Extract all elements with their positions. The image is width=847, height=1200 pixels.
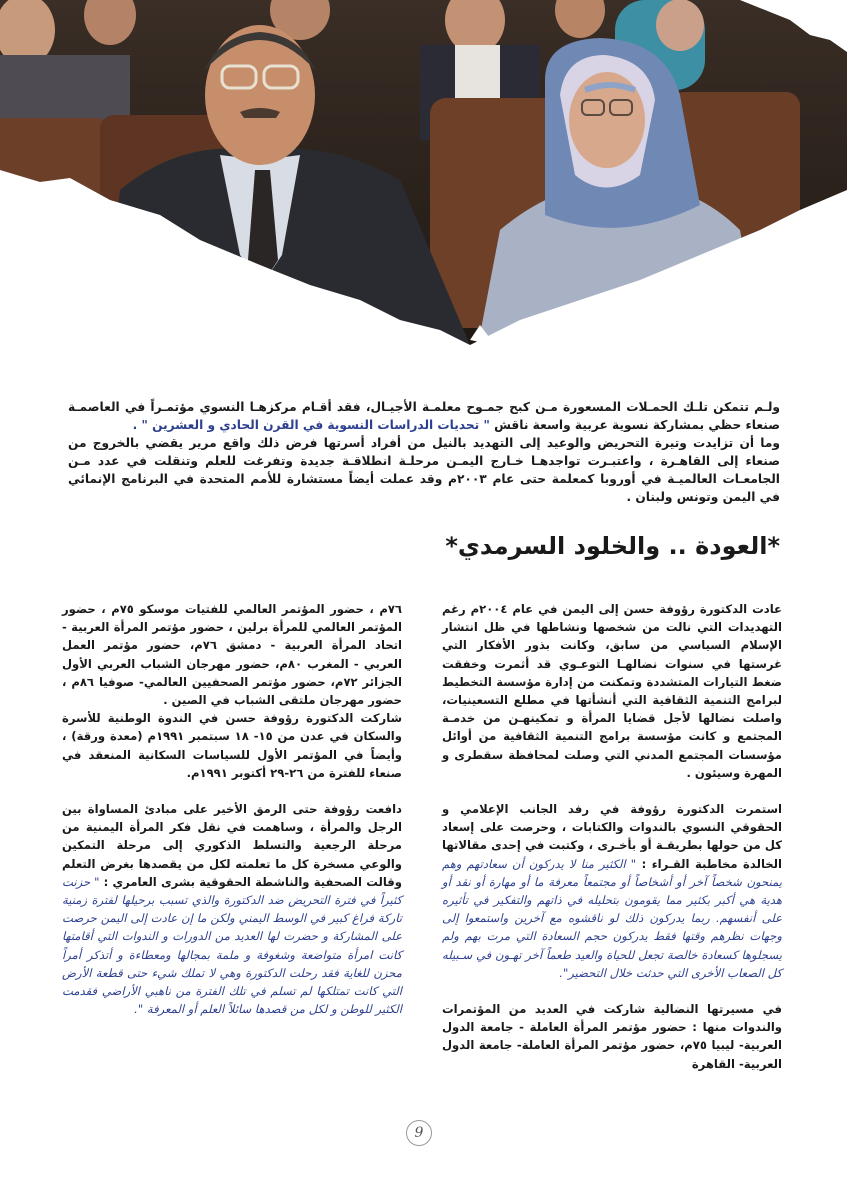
left-column: [62, 600, 402, 1036]
intro-paragraph-1: ولـم تتمكن تلـك الحمـلات المسعورة مـن كبح جمـوح معلمـة الأجيـال، فقد أقـام مركزهـا النسوي مؤتمـراً في العاصمـة صنعاء حظي بمشاركة نسوية عربية واسعة ناقش " تحديات الدراسات النسوية في القرن الحادي و العشرين " .: [68, 400, 780, 432]
page-number: 9: [406, 1120, 432, 1146]
intro-text: [68, 398, 780, 506]
right-paragraph-1: عادت الدكتورة رؤوفة حسن إلى اليمن في عام ٢٠٠٤م رغم التهديدات التي نالت من شخصها ونشاطها في ظل انتشار الإسلام السياسي من سابق، وكانت بذور الأفكار التي غرستها في سنوات نضالهـا التوعـوي قد أثمرت وخفقت ضغط التيارات المتشددة وتمكنت من إدارة مؤسسة التخطيط لبرامج التنمية الثقافية التي أنشأتها في مطلع التسعينيات، واصلت نضالها لأجل قضايا المرأة و تمكينهـن من خدمـة المجتمع و كانت مؤسسة برامج التنمية الثقافية من أوائل مؤسسات المجتمع المدني التي وصلت لمحافظة سقطرى و المهرة وسيئون .: [442, 602, 782, 780]
right-paragraph-2: استمرت الدكتورة رؤوفة في رفد الجانب الإعلامي و الحقوقي النسوي بالندوات والكتابات ، وحرصت على إسعاد كل من حولها بطريقـة أو بأخـرى ، وكتبت في إحدى مقالاتها الخالدة مخاطبة القـراء : " الكثير منا لا يدركون أن سعادتهم وهم يمنحون شخصاً آخر أو أشخاصاً أو مجتمعاً معرفة ما أو مهارة أو نقد أو هدية هي أكبر بكثير مما يقومون بتحليله في ذاتهم والتفكير في تأثيره على أنفسهم. ربما يدركون ذلك لو ناقشوه مع آخرين واستمعوا إلى وجهات نظرهم وقتها فقط يدركون حجم السعادة التي مرت بهم ولم يسجلوها كسعادة خالصة تجعل للحياة والعيد طعماً آخر تهـون في سـبيله كل الصعاب الأخرى التي حدثت خلال التحضير".: [442, 802, 782, 980]
intro-quote: " تحديات الدراسات النسوية في القرن الحادي و العشرين " .: [132, 418, 490, 432]
intro-paragraph-2: وما أن تزايدت وتيرة التحريض والوعيد إلى التهديد بالنيل من أفراد أسرتها فرض ذلك واقع مرير يقضي بالخروج من صنعاء إلى القاهـرة ، واعتبـرت تواجدهـا خـارج اليمـن مرحلـة انطلاقـة جديدة وتفرغت للعلم وتنقلت في عدد مـن الجامعـات العالميـة في أوروبا كمعلمة حتى عام ٢٠٠٣م وقد عملت أيضاً مستشارة للأمم المتحدة في البرنامج الإنمائي في اليمن وتونس ولبنان .: [68, 436, 780, 504]
left-quote: " حزنت كثيراً في فترة التحريض ضد الدكتورة والذي تسبب برحيلها لفترة زمنية تاركة فراغ كبير في الوسط اليمني ولكن ما إن عادت إلى اليمن حرصت على المشاركة و حضرت لها العديد من الدورات و الندوات التي أقامتها كانت امرأة متواضعة وشغوفة و ملمة بمجالها ومعطاءة و أتذكر أمراً محزن للغاية فقد رحلت الدكتورة وهي لا تملك شيء حتى قطعة الأرض التي كانت تمتلكها لم تسلم في تلك الفترة من ناهبي الأراضي فقدمت الكثير للوطن و لكل من قصدها سائلاً العلم أو المعرفة ".: [62, 874, 402, 1017]
right-paragraph-3: في مسيرتها النضالية شاركت في العديد من المؤتمرات والندوات منها : حضور مؤتمر المرأة العاملة - جامعة الدول العربية- ليبيا ٧٥م، حضور مؤتمر المرأة العاملة- جامعة الدول العربية- القاهرة: [442, 1002, 782, 1071]
left-paragraph-3: دافعت رؤوفة حتى الرمق الأخير على مبادئ المساواة بين الرجل والمرأة ، وساهمت في نقل فكر المرأة اليمنية من مرحلة الرجعية والتسلط الذكوري إلى مرحلة التمكين والوعي مسخرة كل ما تعلمته لكل من يقصدها بغرض التعلم وقالت الصحفية والناشطة الحقوقية بشرى العامري : " حزنت كثيراً في فترة التحريض ضد الدكتورة والذي تسبب برحيلها لفترة زمنية تاركة فراغ كبير في الوسط اليمني ولكن ما إن عادت إلى اليمن حرصت على المشاركة و حضرت لها العديد من الدورات و الندوات التي أقامتها كانت امرأة متواضعة وشغوفة و ملمة بمجالها ومعطاءة و أتذكر أمراً محزن للغاية فقد رحلت الدكتورة وهي لا تملك شيء حتى قطعة الأرض التي كانت تمتلكها لم تسلم في تلك الفترة من ناهبي الأراضي فقدمت الكثير للوطن و لكل من قصدها سائلاً العلم أو المعرفة ".: [62, 802, 402, 1017]
right-column: [442, 600, 782, 1091]
right-quote: " الكثير منا لا يدركون أن سعادتهم وهم يمنحون شخصاً آخر أو أشخاصاً أو مجتمعاً معرفة ما أو مهارة أو نقد أو هدية هي أكبر بكثير مما يقومون بتحليله في ذاتهم والتفكير في تأثيره على أنفسهم. ربما يدركون ذلك لو ناقشوه مع آخرين واستمعوا إلى وجهات نظرهم وقتها فقط يدركون حجم السعادة التي مرت بهم ولم يسجلوها كسعادة خالصة تجعل للحياة والعيد طعماً آخر تهـون في سـبيله كل الصعاب الأخرى التي حدثت خلال التحضير".: [442, 856, 782, 980]
left-paragraph-1: ٧٦م ، حضور المؤتمر العالمي للفتيات موسكو ٧٥م ، حضور المؤتمر العالمي للمرأة برلين ، حضور مؤتمر المرأة العربية - اتحاد المرأة العربية - دمشق ٧٦م، حضور مؤتمر العمل العربي - المغرب ٨٠م، حضور مهرجان الشباب العربي الأول الجزائر ٧٢م، حضور مؤتمر الصحفيين العالمي- صوفيا ٨٦م ، حضور مهرجان ملتقى الشباب في الصين .: [62, 602, 403, 708]
header-photo: [0, 0, 847, 345]
section-title: *العودة .. والخلود السرمدي*: [445, 532, 780, 560]
left-paragraph-2: شاركت الدكتورة رؤوفة حسن في الندوة الوطنية للأسرة والسكان في عدن من ١٥- ١٨ سبتمبر ١٩٩١م (معدة ورقة) ، وأيضاً في المؤتمر الأول للسياسات السكانية المنعقد في صنعاء للفترة من ٢٦-٢٩ أكتوبر ١٩٩١م.: [62, 711, 402, 780]
